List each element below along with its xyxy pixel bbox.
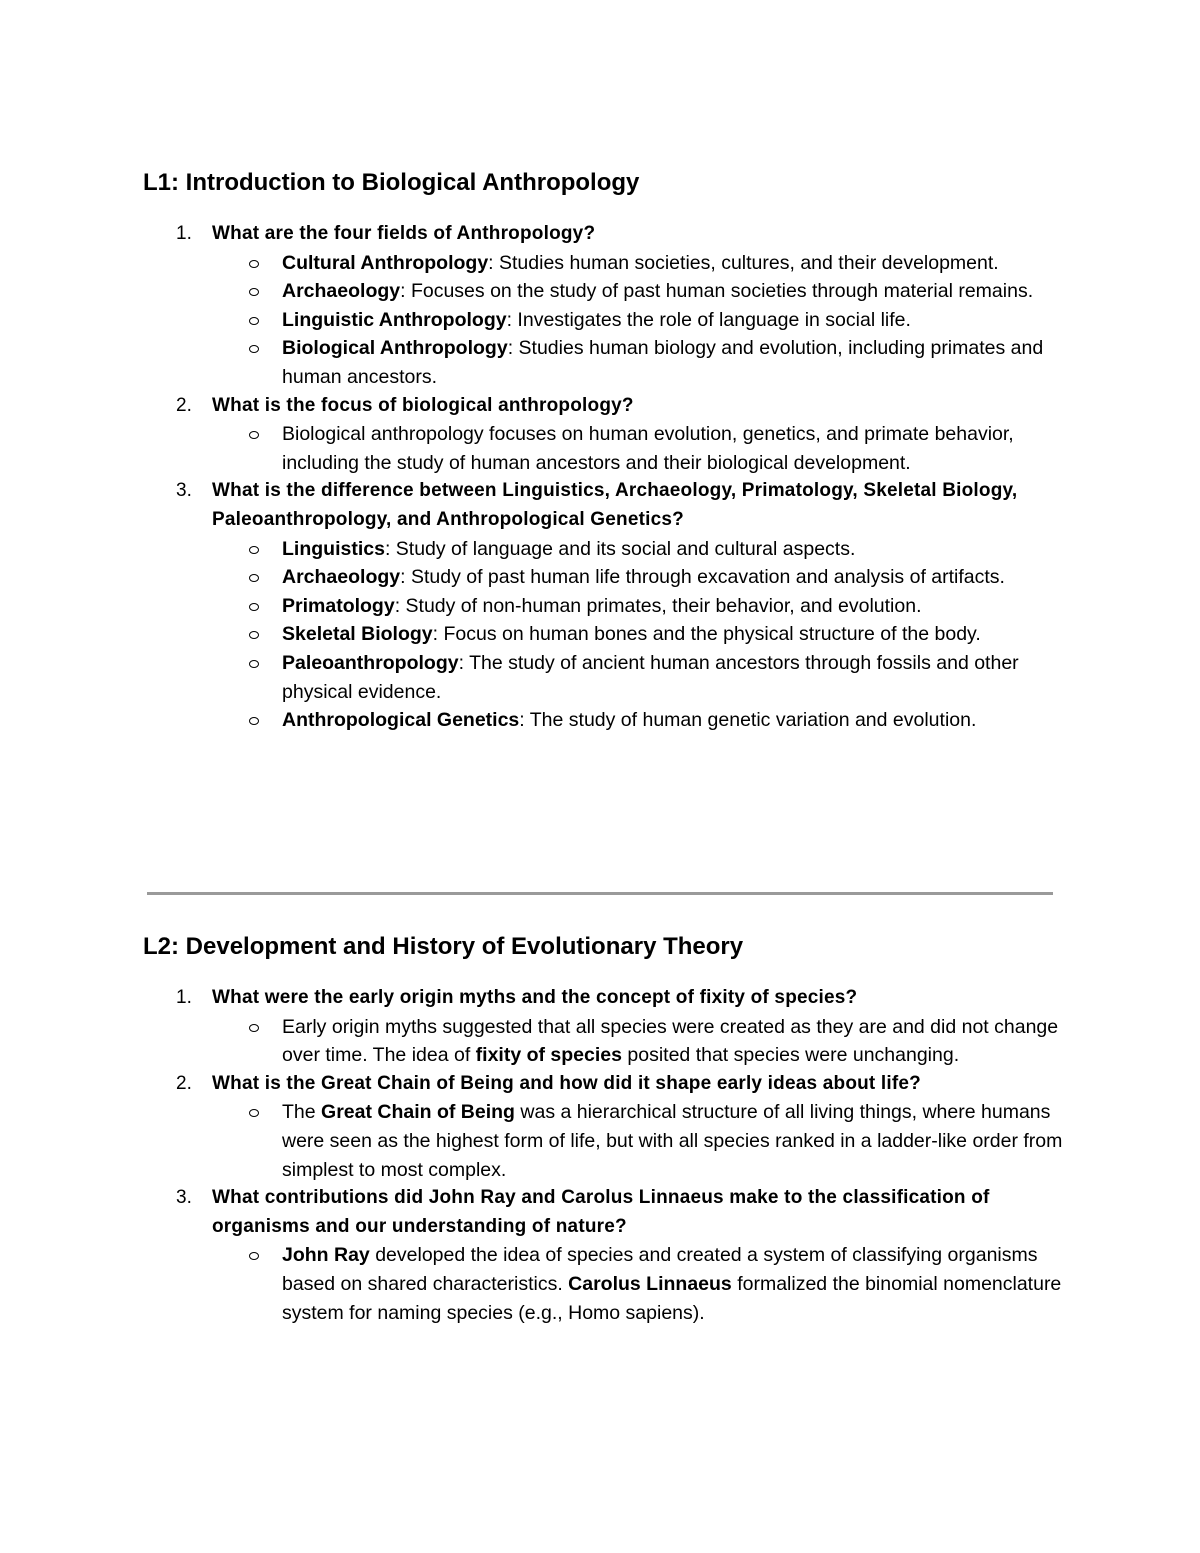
answer-segment: posited that species were unchanging. — [621, 1044, 960, 1067]
question-item — [143, 220, 1063, 392]
answer-text — [213, 334, 1063, 391]
answer-term: Anthropological Genetics — [282, 709, 520, 732]
question-list — [143, 220, 1063, 735]
section-title: L2: Development and History of Evolutionary Theory — [143, 933, 744, 960]
section-title: L1: Introduction to Biological Anthropology — [143, 169, 640, 196]
answer-text — [213, 563, 1063, 592]
answer-list — [212, 420, 1063, 477]
hollow-bullet-icon — [249, 660, 259, 668]
answer-text — [213, 592, 1063, 621]
answer-segment: developed the idea of species and created a system of classifying organisms based on shared characteristics. — [282, 1244, 1038, 1295]
answer-segment: was a hierarchical structure of all living things, where humans were seen as the highest form of life, but with all species ranked in a ladder-like order from simplest to most complex. — [282, 1101, 1063, 1181]
answer-segment: : The study of human genetic variation and evolution. — [519, 709, 977, 732]
answer-text — [213, 420, 1063, 477]
question-item — [143, 392, 1063, 478]
answer-text — [213, 1241, 1063, 1327]
answer-item — [143, 306, 1063, 335]
hollow-bullet-icon — [249, 603, 259, 611]
answer-item — [143, 706, 1063, 735]
answer-text — [213, 620, 1063, 649]
question-number: 2. — [176, 394, 192, 416]
answer-item — [143, 249, 1063, 278]
answer-segment: : Studies human societies, cultures, and their development. — [488, 251, 999, 274]
hollow-bullet-icon — [249, 546, 259, 554]
answer-item — [143, 334, 1063, 391]
answer-text — [213, 1013, 1063, 1070]
question-text: What contributions did John Ray and Carolus Linnaeus make to the classification of organisms and our understanding of nature? — [212, 1187, 990, 1237]
hollow-bullet-icon — [249, 260, 259, 268]
hollow-bullet-icon — [249, 1024, 259, 1032]
answer-segment: : Study of language and its social and cultural aspects. — [384, 537, 856, 560]
question-item — [143, 1070, 1063, 1184]
question-number: 1. — [176, 223, 192, 244]
answer-item — [143, 592, 1063, 621]
section-l1 — [143, 166, 1063, 735]
answer-text — [213, 1098, 1063, 1184]
answer-item — [143, 535, 1063, 564]
section-l2 — [143, 930, 1063, 1327]
answer-text — [213, 706, 1063, 735]
question-number: 2. — [176, 1072, 192, 1094]
answer-item — [143, 1098, 1063, 1184]
answer-segment: : Focus on human bones and the physical structure of the body. — [432, 623, 981, 646]
answer-term: Skeletal Biology — [282, 623, 433, 646]
answer-segment: Biological anthropology focuses on human evolution, genetics, and primate behavior, including the study of human ancestors and their biological development. — [282, 423, 1014, 474]
answer-segment: : Study of past human life through excavation and analysis of artifacts. — [400, 566, 1005, 589]
question-item — [143, 1184, 1063, 1327]
answer-segment: The — [282, 1101, 322, 1124]
answer-term: Great Chain of Being — [321, 1101, 515, 1124]
question-number: 3. — [176, 480, 192, 502]
answer-list — [212, 1241, 1063, 1327]
question-text: What is the difference between Linguistics, Archaeology, Primatology, Skeletal Biology, Paleoanthropology, and Anthropological Genetics? — [212, 480, 1018, 530]
answer-item — [143, 563, 1063, 592]
answer-item — [143, 1013, 1063, 1070]
question-item — [143, 984, 1063, 1070]
answer-term: Paleoanthropology — [282, 651, 459, 674]
answer-list — [212, 1013, 1063, 1070]
answer-item — [143, 620, 1063, 649]
answer-term: Linguistics — [282, 537, 385, 560]
answer-segment: : Studies human biology and evolution, including primates and human ancestors. — [282, 337, 1044, 388]
answer-term: Carolus Linnaeus — [568, 1272, 732, 1295]
question-text: What is the Great Chain of Being and how did it shape early ideas about life? — [212, 1072, 921, 1094]
answer-list — [212, 1098, 1063, 1184]
answer-segment: : The study of ancient human ancestors through fossils and other physical evidence. — [282, 651, 1019, 703]
answer-segment: : Focuses on the study of past human societies through material remains. — [400, 280, 1034, 303]
answer-item — [143, 649, 1063, 706]
answer-text — [213, 649, 1063, 706]
answer-item — [143, 1241, 1063, 1327]
answer-segment: formalized the binomial nomenclature system for naming species (e.g., Homo sapiens). — [282, 1272, 1062, 1324]
answer-term: fixity of species — [475, 1044, 622, 1067]
answer-text — [213, 249, 1063, 278]
answer-text — [213, 306, 1063, 335]
answer-item — [143, 277, 1063, 306]
answer-term: Primatology — [282, 594, 395, 617]
question-item — [143, 477, 1063, 734]
answer-list — [212, 249, 1063, 392]
answer-term: John Ray — [282, 1244, 370, 1267]
question-list — [143, 984, 1063, 1327]
answer-term: Linguistic Anthropology — [282, 308, 507, 331]
answer-text — [213, 535, 1063, 564]
question-text: What are the four fields of Anthropology? — [212, 223, 596, 244]
question-number: 3. — [176, 1187, 192, 1209]
answer-term: Archaeology — [282, 280, 401, 303]
answer-segment: : Investigates the role of language in social life. — [506, 308, 911, 331]
question-number: 1. — [176, 987, 192, 1008]
answer-term: Biological Anthropology — [282, 337, 508, 360]
question-text: What were the early origin myths and the concept of fixity of species? — [212, 987, 858, 1008]
answer-term: Archaeology — [282, 566, 401, 589]
answer-segment: Early origin myths suggested that all species were created as they are and did not change over time. The idea of — [282, 1015, 1059, 1067]
hollow-bullet-icon — [249, 317, 259, 325]
answer-item — [143, 420, 1063, 477]
answer-text — [213, 277, 1063, 306]
answer-segment: : Study of non-human primates, their behavior, and evolution. — [394, 594, 922, 617]
question-text: What is the focus of biological anthropology? — [212, 394, 634, 416]
answer-list — [212, 535, 1063, 735]
answer-term: Cultural Anthropology — [282, 251, 489, 274]
section-divider — [147, 892, 1053, 895]
